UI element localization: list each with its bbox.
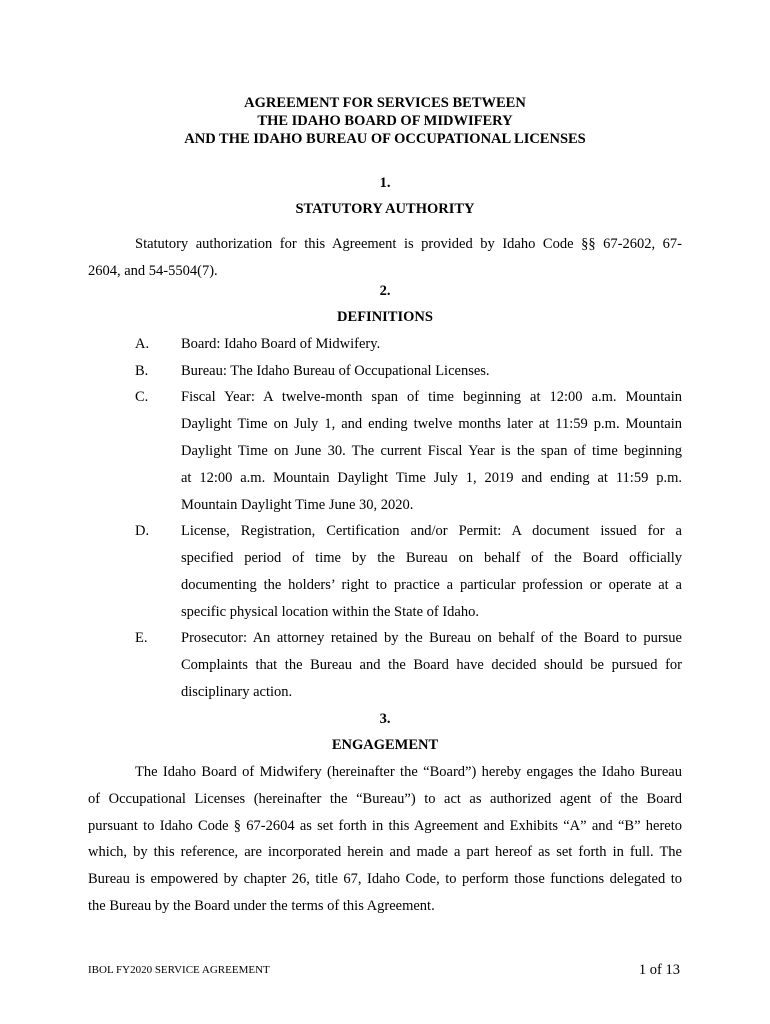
section-3-paragraph-line-4: which, by this reference, are incorporated herein and made a part hereof as set forth in full. The — [88, 844, 682, 860]
definition-d-line-3: documenting the holders’ right to practice a particular profession or operate at a — [181, 577, 682, 593]
section-1-paragraph-line-2: 2604, and 54-5504(7). — [88, 263, 218, 279]
section-3-paragraph-line-1: The Idaho Board of Midwifery (hereinafter the “Board”) hereby engages the Idaho Bureau — [135, 764, 682, 780]
section-2-heading: DEFINITIONS — [337, 309, 433, 325]
definition-b-letter: B. — [135, 363, 149, 379]
definition-c-line-4: at 12:00 a.m. Mountain Daylight Time July 1, 2019 and ending at 11:59 p.m. — [181, 470, 682, 486]
section-1-heading: STATUTORY AUTHORITY — [295, 201, 475, 217]
definition-d-line-4: specific physical location within the State of Idaho. — [181, 604, 479, 620]
section-3-number: 3. — [379, 711, 391, 727]
definition-c-letter: C. — [135, 389, 149, 405]
definition-e-letter: E. — [135, 630, 148, 646]
section-1-number: 1. — [379, 175, 391, 191]
section-2-number: 2. — [379, 283, 391, 299]
definition-c-line-5: Mountain Daylight Time June 30, 2020. — [181, 497, 414, 513]
definition-c-line-2: Daylight Time on July 1, and ending twelve months later at 11:59 p.m. Mountain — [181, 416, 682, 432]
document-title-line-1: AGREEMENT FOR SERVICES BETWEEN — [244, 95, 526, 111]
section-1-paragraph-line-1: Statutory authorization for this Agreement is provided by Idaho Code §§ 67-2602, 67- — [135, 236, 682, 252]
definition-e-line-1: Prosecutor: An attorney retained by the Bureau on behalf of the Board to pursue — [181, 630, 682, 646]
definition-a-line-1: Board: Idaho Board of Midwifery. — [181, 336, 381, 352]
definition-e-line-2: Complaints that the Bureau and the Board have decided should be pursued for — [181, 657, 682, 673]
definition-c-line-1: Fiscal Year: A twelve-month span of time beginning at 12:00 a.m. Mountain — [181, 389, 682, 405]
definition-d-line-1: License, Registration, Certification and/or Permit: A document issued for a — [181, 523, 682, 539]
footer-page-number: 1 of 13 — [638, 962, 680, 978]
section-3-paragraph-line-3: pursuant to Idaho Code § 67-2604 as set forth in this Agreement and Exhibits “A” and “B” hereto — [88, 818, 682, 834]
section-3-paragraph-line-6: the Bureau by the Board under the terms of this Agreement. — [88, 898, 435, 914]
definition-a-letter: A. — [135, 336, 150, 352]
definition-c-line-3: Daylight Time on June 30. The current Fiscal Year is the span of time beginning — [181, 443, 682, 459]
definition-e-line-3: disciplinary action. — [181, 684, 293, 700]
definition-b-line-1: Bureau: The Idaho Bureau of Occupational Licenses. — [181, 363, 490, 379]
section-3-heading: ENGAGEMENT — [331, 737, 439, 753]
document-title-line-3: AND THE IDAHO BUREAU OF OCCUPATIONAL LICENSES — [184, 131, 586, 147]
definition-d-letter: D. — [135, 523, 150, 539]
document-title-line-2: THE IDAHO BOARD OF MIDWIFERY — [257, 113, 513, 129]
footer-document-id: IBOL FY2020 SERVICE AGREEMENT — [88, 964, 270, 976]
definition-d-line-2: specified period of time by the Bureau on behalf of the Board officially — [181, 550, 682, 566]
section-3-paragraph-line-2: of Occupational Licenses (hereinafter the “Bureau”) to act as authorized agent of the Board — [88, 791, 682, 807]
section-3-paragraph-line-5: Bureau is empowered by chapter 26, title 67, Idaho Code, to perform those functions delegated to — [88, 871, 682, 887]
